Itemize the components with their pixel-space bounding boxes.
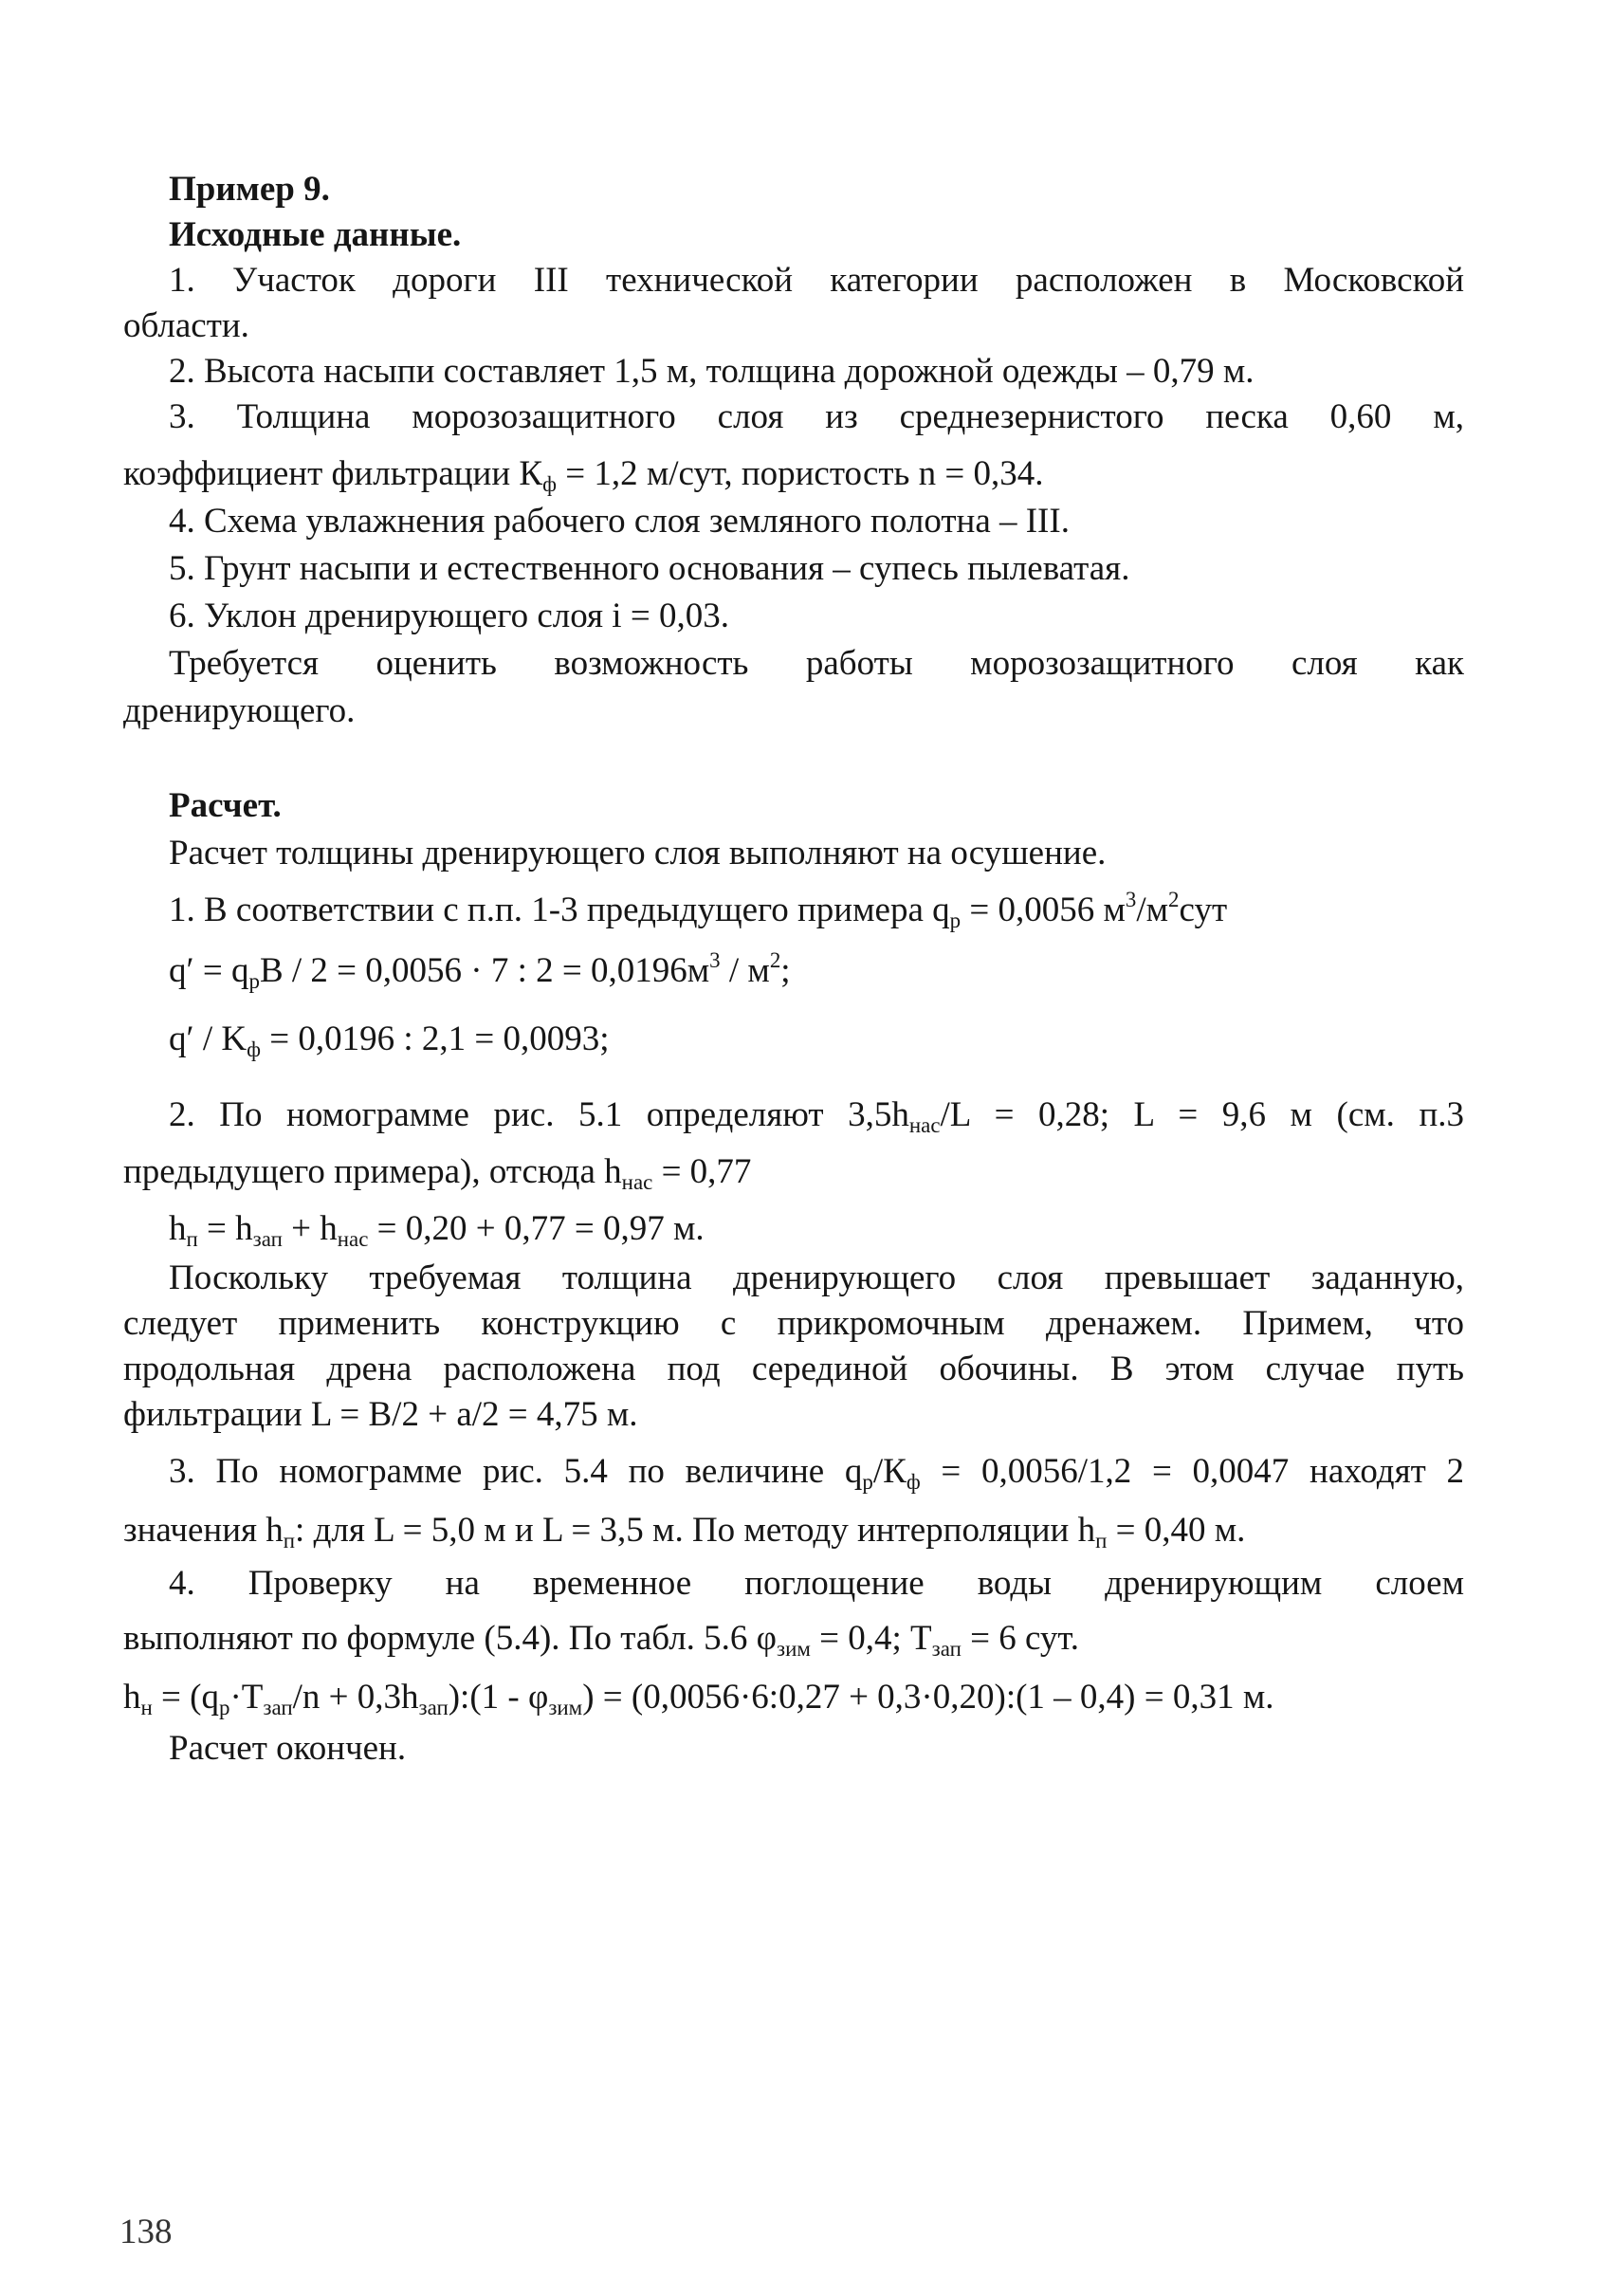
calc-end: Расчет окончен.	[169, 1729, 407, 1768]
formula-q-over-k: $q' / K_ф = 0,0196$ : 2,1 = 0,0093;	[169, 1019, 610, 1061]
calc-step-3-cont: значения $h_п$: для L = 5,0 м и L = 3,5 м. По методу интерполяции $h_п = 0,40$ м.	[123, 1511, 1246, 1552]
drainage-paragraph-line-4: фильтрации L = B/2 + a/2 = 4,75 м.	[123, 1395, 638, 1434]
input-item-1: 1. Участок дороги III технической категории расположен в Московской	[169, 261, 1464, 300]
calc-step-1: 1. В соответствии с п.п. 1-3 предыдущего примера $q_р = 0,0056$ $м^3/м^2сут$	[169, 888, 1228, 932]
calc-step-2: 2. По номограмме рис. 5.1 определяют $3,5h_{нас}/L = 0,28$; L = 9,6 м (см. п.3	[169, 1095, 1465, 1137]
input-item-3-cont: коэффициент фильтрации $К_ф = 1,2$ м/сут, пористость n = 0,34.	[123, 454, 1044, 496]
drainage-paragraph-line-2: следует применить конструкцию с прикромочным дренажем. Примем, что	[123, 1304, 1464, 1343]
drainage-paragraph-line-1: Поскольку требуемая толщина дренирующего слоя превышает заданную,	[169, 1258, 1464, 1297]
input-item-1-cont: области.	[123, 306, 249, 345]
calc-step-3: 3. По номограмме рис. 5.4 по величине $q_р/К_ф = 0,0056/1,2 = 0,0047$ находят 2	[169, 1452, 1464, 1494]
calc-intro: Расчет толщины дренирующего слоя выполняют на осушение.	[169, 834, 1107, 872]
input-item-5: 5. Грунт насыпи и естественного основания – супесь пылеватая.	[169, 549, 1130, 588]
drainage-paragraph-line-3: продольная дрена расположена под серединой обочины. В этом случае путь	[123, 1350, 1464, 1388]
calc-step-4-cont: выполняют по формуле (5.4). По табл. 5.6 $\varphi_{зим} = 0,4$; $Т_{зап} = 6$ сут.	[123, 1619, 1080, 1661]
input-item-3: 3. Толщина морозозащитного слоя из среднезернистого песка 0,60 м,	[169, 397, 1464, 436]
formula-h-n: $h_н = (q_р\cdot Т_{зап}/n$ + $0,3h_{зап}):(1 - \varphi_{зим})$ = (0,0056·6:0,27 + 0,3·0,20):(1 – 0,4) = 0,31 м.	[123, 1678, 1274, 1719]
page-number: 138	[119, 2213, 173, 2251]
calc-step-4: 4. Проверку на временное поглощение воды дренирующим слоем	[169, 1564, 1464, 1603]
input-item-4: 4. Схема увлажнения рабочего слоя земляного полотна – III.	[169, 502, 1070, 541]
input-item-2: 2. Высота насыпи составляет 1,5 м, толщина дорожной одежды – 0,79 м.	[169, 352, 1255, 391]
task-text-cont: дренирующего.	[123, 691, 356, 730]
formula-h-p: $h_п = h_{зап} + h_{нас} = 0,20 + 0,77 = 0,97$ м.	[169, 1209, 705, 1251]
calc-step-2-cont: предыдущего примера), отсюда $h_{нас} = 0,77$	[123, 1152, 752, 1194]
input-item-6: 6. Уклон дренирующего слоя i = 0,03.	[169, 597, 729, 635]
example-title: Пример 9.	[169, 170, 330, 209]
task-text: Требуется оценить возможность работы морозозащитного слоя как	[169, 644, 1464, 683]
formula-q-prime: $q' = q_рB / 2 = 0,0056 \cdot 7$ : $2 = 0,0196м^3 / м^2$;	[169, 948, 791, 993]
calc-title: Расчет.	[169, 786, 282, 825]
input-data-title: Исходные данные.	[169, 215, 462, 254]
